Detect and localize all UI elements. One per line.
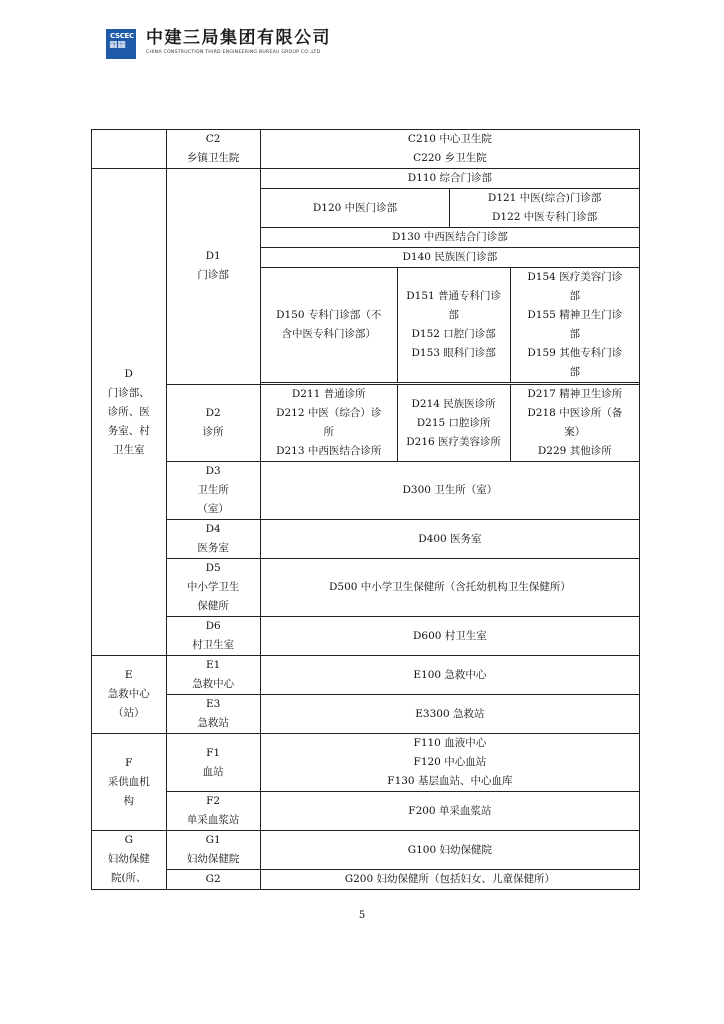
detail-cell: D214 民族医诊所 D215 口腔诊所 D216 医疗美容诊所 [397,385,510,462]
category-cell: F 采供血机 构 [92,734,167,831]
subcategory-cell: D5 中小学卫生 保健所 [166,559,260,617]
table-row [92,734,640,792]
category-cell: E 急救中心 （站） [92,656,167,734]
detail-cell: C210 中心卫生院 C220 乡卫生院 [260,130,639,169]
subcategory-cell: C2 乡镇卫生院 [166,130,260,169]
table-row [92,617,640,656]
table-row [92,559,640,617]
subcategory-cell: D2 诊所 [166,385,260,462]
detail-cell: D300 卫生所（室） [260,462,639,520]
table-row [92,520,640,559]
detail-cell: D211 普通诊所 D212 中医（综合）诊 所 D213 中西医结合诊所 [260,385,397,462]
subcategory-cell: E3 急救站 [166,695,260,734]
detail-cell: G200 妇幼保健所（包括妇女、儿童保健所） [260,870,639,890]
detail-cell: D130 中西医结合门诊部 [260,228,639,248]
detail-cell: E3300 急救站 [260,695,639,734]
table-row [92,385,640,462]
subcategory-cell: D3 卫生所 （室） [166,462,260,520]
company-name-en: CHINA CONSTRUCTION THIRD ENGINEERING BUREAU GROUP CO.,LTD [146,50,321,55]
table-row [92,870,640,890]
category-cell: D 门诊部、 诊所、医 务室、村 卫生室 [92,169,167,656]
subcategory-cell: E1 急救中心 [166,656,260,695]
detail-cell: D110 综合门诊部 [260,169,639,189]
detail-cell: G100 妇幼保健院 [260,831,639,870]
page-number: 5 [358,910,366,921]
category-cell: G 妇幼保健 院(所、 [92,831,167,890]
subcategory-cell: D1 门诊部 [166,169,260,385]
detail-cell: D120 中医门诊部 [260,189,450,228]
company-name [146,27,331,56]
subcategory-cell: F2 单采血浆站 [166,792,260,831]
logo-text: CSCEC [110,32,134,40]
subcategory-cell: G2 [166,870,260,890]
subcategory-cell: D4 医务室 [166,520,260,559]
subcategory-cell: F1 血站 [166,734,260,792]
table-row [92,656,640,695]
category-cell [92,130,167,169]
table-row [92,462,640,520]
table-row [92,831,640,870]
detail-cell: D154 医疗美容门诊 部 D155 精神卫生门诊 部 D159 其他专科门诊 部 [510,268,639,383]
detail-cell: D400 医务室 [260,520,639,559]
cscec-logo [106,29,136,59]
table-row [92,792,640,831]
detail-cell: F200 单采血浆站 [260,792,639,831]
detail-cell: D150 专科门诊部（不 含中医专科门诊部） [260,268,397,383]
company-name-cn: 中建三局集团有限公司 [146,28,331,48]
subcategory-cell: D6 村卫生室 [166,617,260,656]
logo-mark-icon: ▦▦ [109,40,126,50]
table-row [92,169,640,189]
detail-cell: D600 村卫生室 [260,617,639,656]
institution-classification-table [91,129,640,890]
detail-cell: D500 中小学卫生保健所（含托幼机构卫生保健所） [260,559,639,617]
detail-cell: D140 民族医门诊部 [260,248,639,268]
table-row [92,695,640,734]
detail-cell: E100 急救中心 [260,656,639,695]
subcategory-cell: G1 妇幼保健院 [166,831,260,870]
detail-cell: D121 中医(综合)门诊部 D122 中医专科门诊部 [450,189,640,228]
detail-cell: D217 精神卫生诊所 D218 中医诊所（备 案） D229 其他诊所 [510,385,639,462]
page-header [106,27,426,61]
detail-cell: D151 普通专科门诊 部 D152 口腔门诊部 D153 眼科门诊部 [397,268,510,383]
detail-cell: F110 血液中心 F120 中心血站 F130 基层血站、中心血库 [260,734,639,792]
table-row [92,130,640,169]
